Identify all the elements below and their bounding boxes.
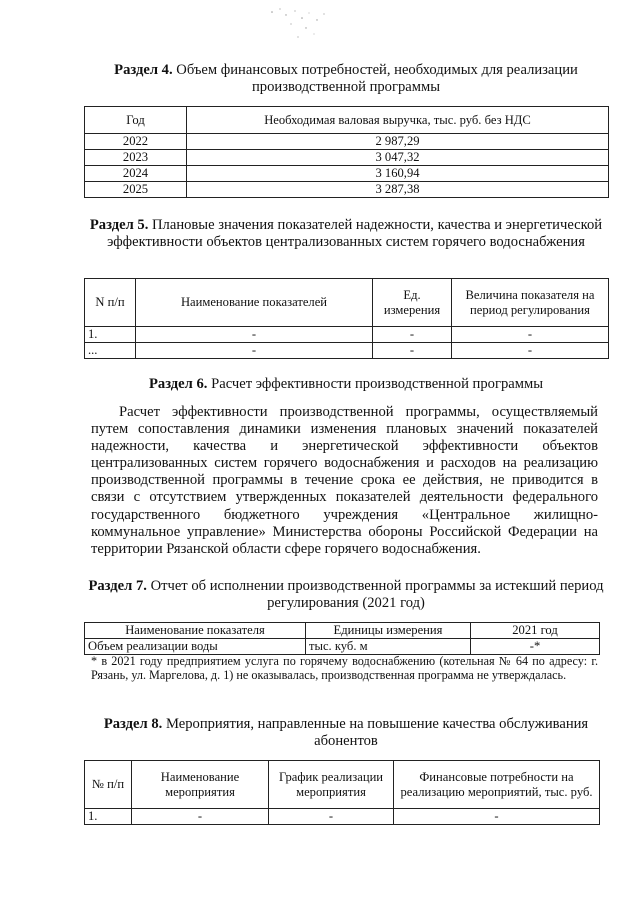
indicators-unit: - [373,327,452,343]
table-row [85,150,609,166]
revenue-value: 3 287,38 [187,182,609,198]
measures-name: - [132,809,269,825]
revenue-header-year: Год [85,107,187,134]
section7-title: Отчет об исполнении производственной программы за истекший период регулирования (2021 год) [150,578,604,611]
scan-speckle [262,4,342,44]
report-header-name: Наименование показателя [85,623,306,639]
section7-label: Раздел 7. [88,578,147,594]
measures-header-finance: Финансовые потребности на реализацию мероприятий, тыс. руб. [394,761,600,809]
section6-title: Расчет эффективности производственной программы [211,376,543,392]
section6-paragraph: Расчет эффективности производственной программы, осуществляемый путем сопоставления динамики изменения плановых значений показателей надежности, качества и энергетической эффективности объектов централизованных систем горячего водоснабжения и расходов на реализацию производственной программы в течение срока ее действия, не приводится в связи с отсутствием утвержденных показателей деятельности федерального государственного бюджетного учреждения «Центральное жилищно-коммунальное управление» Министерства обороны Российской Федерации на территории Рязанской области сфере горячего водоснабжения. [91,404,598,557]
indicators-value: - [452,327,609,343]
report-name: Объем реализации воды [85,639,306,655]
section5-title: Плановые значения показателей надежности, качества и энергетической эффективности объектов централизованных систем горячего водоснабжения [107,217,603,250]
revenue-table [84,106,609,198]
report-header-year: 2021 год [471,623,600,639]
report-header-unit: Единицы измерения [306,623,471,639]
indicators-header-unit: Ед. измерения [373,279,452,327]
revenue-year: 2023 [85,150,187,166]
revenue-value: 3 047,32 [187,150,609,166]
section4-title: Объем финансовых потребностей, необходимых для реализации производственной программы [176,62,578,95]
table-row [85,639,600,655]
indicators-table [84,278,609,359]
indicators-name: - [136,327,373,343]
report-table [84,622,600,655]
section4-label: Раздел 4. [114,62,173,78]
section8-label: Раздел 8. [103,716,163,732]
section6-label: Раздел 6. [148,376,208,392]
indicators-header-value: Величина показателя на период регулирования [452,279,609,327]
indicators-header-num: N п/п [85,279,136,327]
measures-schedule: - [269,809,394,825]
section5-heading [84,217,608,251]
report-value: -* [471,639,600,655]
measures-num: 1. [85,809,132,825]
indicators-num: ... [85,343,136,359]
indicators-unit: - [373,343,452,359]
measures-header-schedule: График реализации мероприятия [269,761,394,809]
section4-heading [84,62,608,96]
measures-table [84,760,600,825]
section6-heading [84,376,608,393]
table-row [85,182,609,198]
revenue-value: 3 160,94 [187,166,609,182]
table-row [85,327,609,343]
section8-heading [84,716,608,750]
report-unit: тыс. куб. м [306,639,471,655]
section8-title: Мероприятия, направленные на повышение качества обслуживания абонентов [165,716,589,749]
table-row [85,809,600,825]
indicators-num: 1. [85,327,136,343]
section5-label: Раздел 5. [89,217,149,233]
table-row [85,343,609,359]
measures-header-num: № п/п [85,761,132,809]
revenue-header-value: Необходимая валовая выручка, тыс. руб. без НДС [187,107,609,134]
section7-heading [84,578,608,612]
indicators-header-name: Наименование показателей [136,279,373,327]
table-row [85,134,609,150]
revenue-year: 2022 [85,134,187,150]
table-row [85,166,609,182]
section7-footnote: * в 2021 году предприятием услуга по горячему водоснабжению (котельная № 64 по адресу: г. Рязань, ул. Маргелова, д. 1) не оказывалась, производственная программа не утверждалась. [91,654,598,683]
indicators-value: - [452,343,609,359]
indicators-name: - [136,343,373,359]
revenue-value: 2 987,29 [187,134,609,150]
revenue-year: 2024 [85,166,187,182]
revenue-year: 2025 [85,182,187,198]
measures-finance: - [394,809,600,825]
measures-header-name: Наименование мероприятия [132,761,269,809]
